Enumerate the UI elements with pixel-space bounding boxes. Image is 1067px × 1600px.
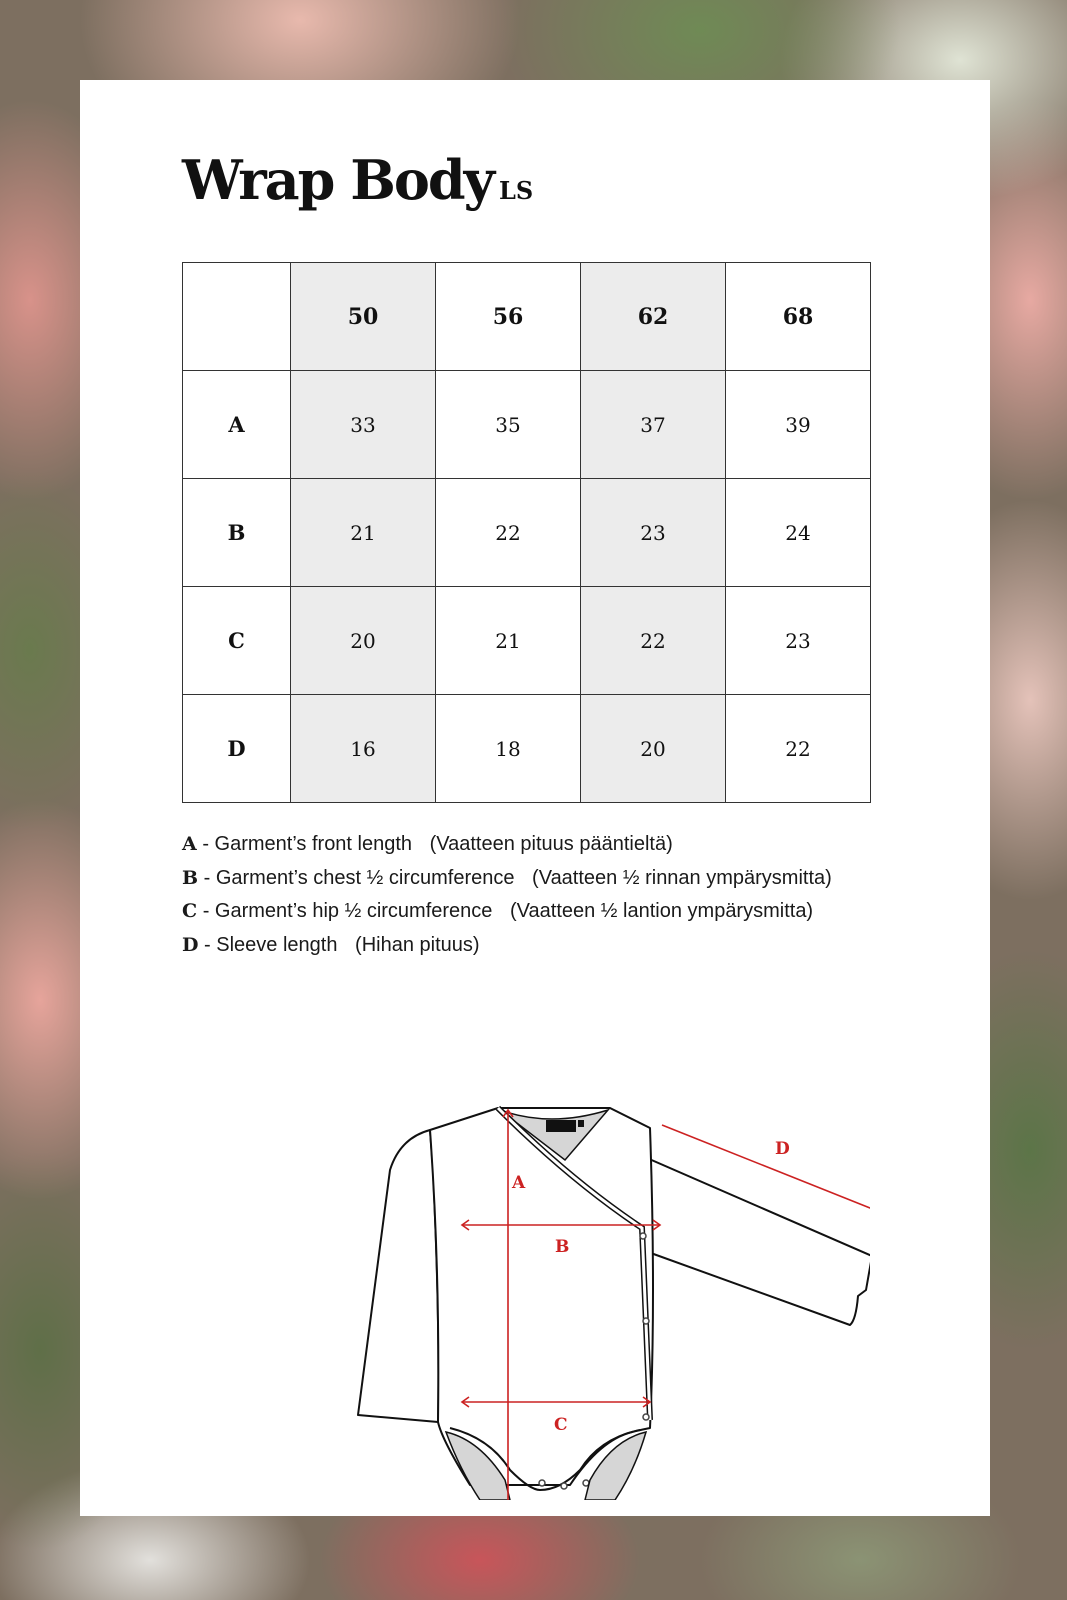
table-cell: 23 bbox=[726, 587, 871, 695]
size-chart-card bbox=[80, 80, 990, 1516]
legend-key: A bbox=[182, 833, 197, 855]
legend-item bbox=[182, 862, 832, 896]
column-header: 62 bbox=[581, 263, 726, 371]
column-header: 50 bbox=[291, 263, 436, 371]
measurement-legend bbox=[182, 828, 832, 962]
legend-item bbox=[182, 895, 832, 929]
wrap-body-outline bbox=[358, 1108, 870, 1490]
measure-label-d: D bbox=[775, 1139, 790, 1159]
column-header: 68 bbox=[726, 263, 871, 371]
table-cell: 35 bbox=[436, 371, 581, 479]
table-cell: 20 bbox=[291, 587, 436, 695]
table-cell: 22 bbox=[581, 587, 726, 695]
legend-english: - Garment’s front length bbox=[202, 833, 413, 855]
page-title bbox=[182, 148, 533, 212]
row-label: A bbox=[183, 371, 291, 479]
row-label: D bbox=[183, 695, 291, 803]
table-row bbox=[183, 371, 871, 479]
legend-key: B bbox=[182, 866, 199, 889]
legend-item bbox=[182, 828, 832, 862]
legend-english: - Sleeve length bbox=[204, 933, 338, 956]
table-header-row bbox=[183, 263, 871, 371]
brand-label-icon bbox=[546, 1120, 576, 1132]
table-cell: 21 bbox=[436, 587, 581, 695]
table-cell: 33 bbox=[291, 371, 436, 479]
row-label: C bbox=[183, 587, 291, 695]
column-header: 56 bbox=[436, 263, 581, 371]
table-row bbox=[183, 479, 871, 587]
measure-label-c: C bbox=[554, 1415, 568, 1435]
table-cell: 39 bbox=[726, 371, 871, 479]
table-row bbox=[183, 695, 871, 803]
legend-key: C bbox=[182, 900, 198, 922]
measure-label-a: A bbox=[512, 1173, 526, 1193]
legend-item bbox=[182, 929, 832, 963]
table-cell: 21 bbox=[291, 479, 436, 587]
table-cell: 22 bbox=[726, 695, 871, 803]
table-cell: 37 bbox=[581, 371, 726, 479]
table-cell: 18 bbox=[436, 695, 581, 803]
legend-english: - Garment’s chest ½ circumference bbox=[203, 866, 515, 889]
table-cell: 16 bbox=[291, 695, 436, 803]
table-row bbox=[183, 587, 871, 695]
table-cell: 22 bbox=[436, 479, 581, 587]
legend-finnish: (Vaatteen pituus pääntieltä) bbox=[429, 833, 673, 855]
garment-diagram bbox=[350, 1020, 870, 1500]
table-cell: 23 bbox=[581, 479, 726, 587]
legend-finnish: (Hihan pituus) bbox=[355, 933, 480, 956]
row-label: B bbox=[183, 479, 291, 587]
measure-label-b: B bbox=[555, 1237, 570, 1257]
title-suffix: LS bbox=[499, 176, 534, 205]
table-cell: 24 bbox=[726, 479, 871, 587]
table-corner-cell bbox=[183, 263, 291, 371]
legend-english: - Garment’s hip ½ circumference bbox=[202, 900, 493, 922]
title-main: Wrap Body bbox=[182, 148, 494, 212]
legend-finnish: (Vaatteen ½ rinnan ympärysmitta) bbox=[532, 866, 832, 889]
size-table bbox=[182, 262, 871, 803]
legend-finnish: (Vaatteen ½ lantion ympärysmitta) bbox=[510, 900, 814, 922]
table-cell: 20 bbox=[581, 695, 726, 803]
legend-key: D bbox=[182, 933, 199, 956]
